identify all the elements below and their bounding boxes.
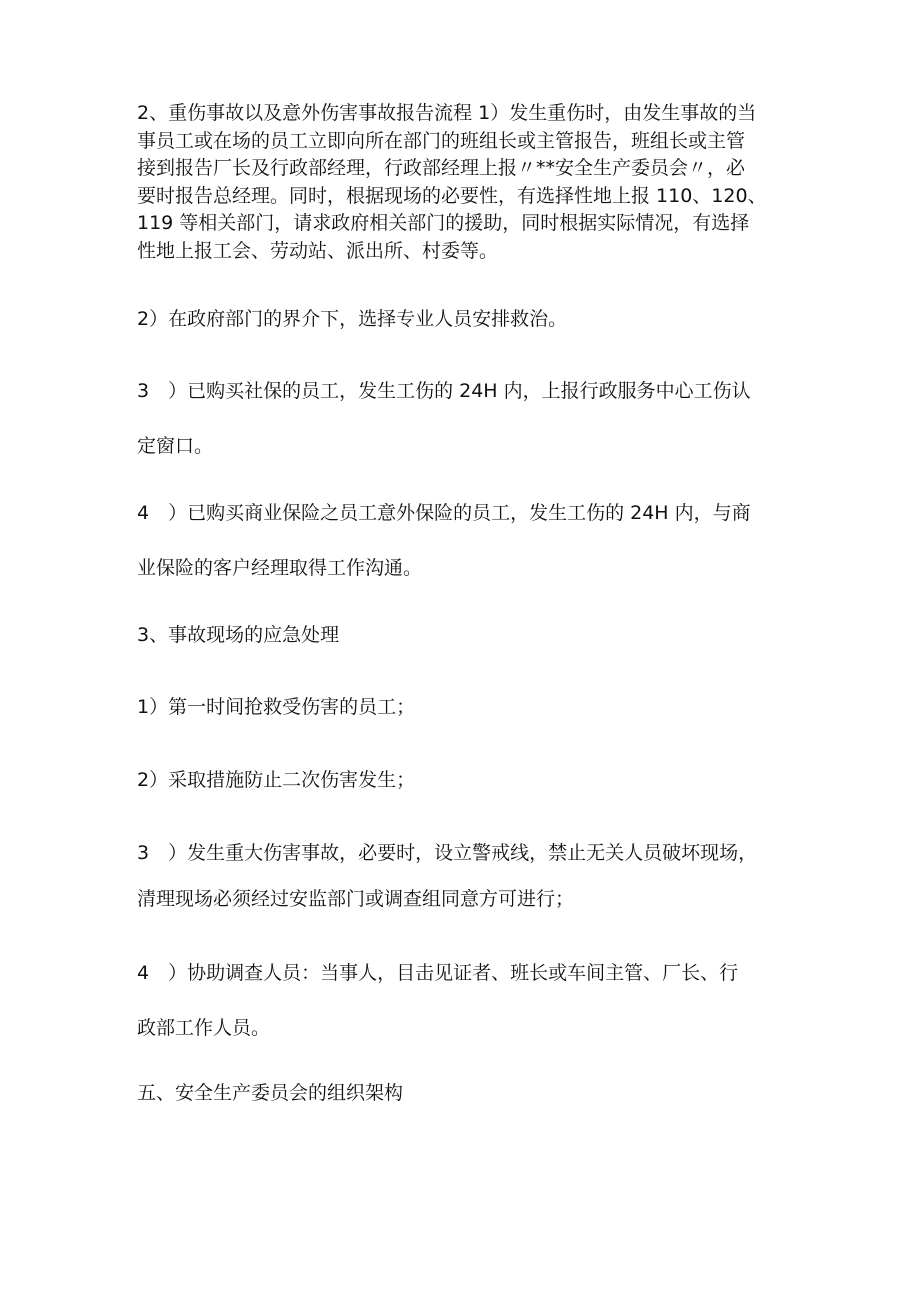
paragraph-item-4-commercial-insurance — [137, 500, 797, 610]
text-line: 119 等相关部门，请求政府相关部门的援助，同时根据实际情况，有选择 — [137, 212, 750, 234]
text-line: 要时报告总经理。同时，根据现场的必要性，有选择性地上报 110、120、 — [137, 184, 767, 207]
text-line: 业保险的客户经理取得工作沟通。 — [137, 557, 423, 579]
text-line: 2、重伤事故以及意外伤害事故报告流程 1）发生重伤时，由发生事故的当 — [137, 102, 757, 124]
paragraph-item-2-treatment — [137, 306, 797, 334]
text-line: 事员工或在场的员工立即向所在部门的班组长或主管报告，班组长或主管 — [137, 129, 746, 152]
text-line: 五、安全生产委员会的组织架构 — [137, 1082, 404, 1104]
paragraph-item-2-prevent-secondary — [137, 767, 797, 795]
text-line: 3 ）已购买社保的员工，发生工伤的 24H 内，上报行政服务中心工伤认 — [137, 380, 751, 402]
paragraph-item-3-major-accident — [137, 840, 797, 914]
text-line: 4 ）已购买商业保险之员工意外保险的员工，发生工伤的 24H 内，与商 — [137, 502, 751, 524]
paragraph-item-3-social-insurance — [137, 378, 797, 488]
paragraph-item-4-assist-investigation — [137, 960, 797, 1070]
text-line: 2）在政府部门的界介下，选择专业人员安排救治。 — [137, 308, 568, 330]
section-heading-emergency-handling — [137, 622, 797, 650]
text-line: 1）第一时间抢救受伤害的员工； — [137, 696, 416, 718]
text-line: 2）采取措施防止二次伤害发生； — [137, 769, 416, 791]
text-line: 3、事故现场的应急处理 — [137, 624, 340, 646]
text-line: 4 ）协助调查人员：当事人，目击见证者、班长或车间主管、厂长、行 — [137, 962, 739, 984]
section-heading-committee-structure — [137, 1080, 797, 1108]
text-line: 接到报告厂长及行政部经理，行政部经理上报〃**安全生产委员会〃，必 — [137, 157, 746, 179]
text-line: 政部工作人员。 — [137, 1017, 271, 1039]
text-line: 清理现场必须经过安监部门或调查组同意方可进行； — [137, 888, 575, 910]
text-line: 性地上报工会、劳动站、派出所、村委等。 — [137, 239, 499, 262]
paragraph-injury-report-procedure — [137, 100, 797, 265]
text-line: 定窗口。 — [137, 435, 214, 457]
text-line: 3 ）发生重大伤害事故，必要时，设立警戒线，禁止无关人员破坏现场， — [137, 842, 758, 864]
paragraph-item-1-rescue — [137, 694, 797, 722]
